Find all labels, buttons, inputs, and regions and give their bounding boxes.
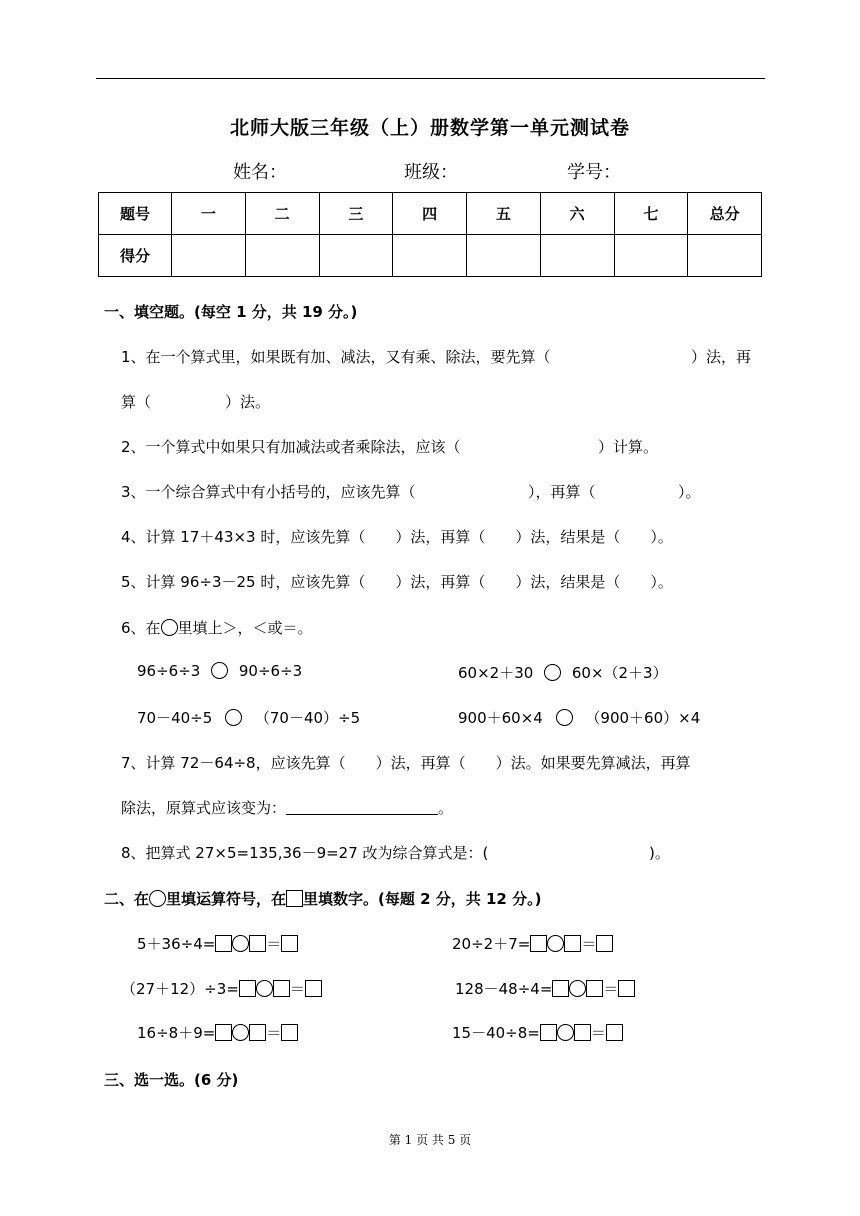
number-box[interactable] <box>249 1024 266 1041</box>
number-box[interactable] <box>564 935 581 952</box>
operator-circle[interactable] <box>557 1024 574 1041</box>
number-box[interactable] <box>273 980 290 997</box>
operator-circle[interactable] <box>256 980 273 997</box>
question-2-part-a: 2、一个算式中如果只有加减法或者乘除法，应该（ <box>121 438 461 456</box>
compare-item <box>458 662 668 683</box>
question-5: 5、计算 96÷3－25 时，应该先算（ ）法，再算（ ）法，结果是（ ）。 <box>121 573 673 591</box>
equation-item <box>452 933 613 954</box>
question-7-part-b <box>121 797 453 818</box>
compare-right: （900＋60）×4 <box>585 709 701 727</box>
compare-left: 70－40÷5 <box>137 709 213 727</box>
equation-prefix: 5＋36÷4= <box>137 935 216 953</box>
question-1-part-d: ）法。 <box>225 393 271 411</box>
header-rule <box>96 78 765 79</box>
score-input-cell[interactable] <box>614 235 688 277</box>
number-box[interactable] <box>281 1024 298 1041</box>
question-2-part-b: ）计算。 <box>598 438 659 456</box>
number-box[interactable] <box>530 935 547 952</box>
section2-heading-c: 里填数字。(每题 2 分，共 12 分。) <box>303 890 542 908</box>
name-label: 姓名： <box>233 162 287 183</box>
equals-sign: ＝ <box>289 980 305 998</box>
score-table-cell: 二 <box>245 193 319 235</box>
question-3-part-c: ）。 <box>678 483 701 501</box>
number-box[interactable] <box>540 1024 557 1041</box>
number-box[interactable] <box>552 980 569 997</box>
circle-icon <box>149 890 166 907</box>
operator-circle[interactable] <box>232 1024 249 1041</box>
number-box[interactable] <box>215 935 232 952</box>
equation-prefix: 15－40÷8= <box>452 1024 540 1042</box>
compare-circle-blank[interactable] <box>225 709 242 726</box>
score-table-cell: 五 <box>467 193 541 235</box>
compare-circle-blank[interactable] <box>556 709 573 726</box>
score-input-cell[interactable] <box>393 235 467 277</box>
equals-sign: ＝ <box>603 980 619 998</box>
question-7-end: 。 <box>438 799 454 817</box>
score-input-cell[interactable] <box>172 235 246 277</box>
section3-heading: 三、选一选。(6 分) <box>104 1071 239 1089</box>
page-title: 北师大版三年级（上）册数学第一单元测试卷 <box>229 117 630 139</box>
compare-right: 60×（2＋3） <box>571 664 668 682</box>
score-table-cell: 四 <box>393 193 467 235</box>
score-table <box>98 192 762 277</box>
score-table-cell: 题号 <box>99 193 172 235</box>
number-box[interactable] <box>618 980 635 997</box>
equation-prefix: （27＋12）÷3= <box>121 980 239 998</box>
score-input-cell[interactable] <box>319 235 393 277</box>
question-8-part-b: )。 <box>649 844 670 862</box>
equals-sign: ＝ <box>590 1024 606 1042</box>
equals-sign: ＝ <box>266 1024 282 1042</box>
score-input-cell[interactable] <box>245 235 319 277</box>
equation-item <box>452 1022 623 1043</box>
operator-circle[interactable] <box>569 980 586 997</box>
score-table-cell: 总分 <box>688 193 762 235</box>
answer-blank-line[interactable] <box>286 800 438 815</box>
equation-item <box>121 978 322 999</box>
question-6 <box>121 617 313 638</box>
equation-item <box>137 933 298 954</box>
number-box[interactable] <box>606 1024 623 1041</box>
score-table-cell: 三 <box>319 193 393 235</box>
section2-heading-b: 里填运算符号，在 <box>166 890 287 908</box>
score-table-cell: 六 <box>540 193 614 235</box>
number-box[interactable] <box>574 1024 591 1041</box>
number-box[interactable] <box>586 980 603 997</box>
question-3-part-b: ），再算（ <box>528 483 596 501</box>
compare-left: 900＋60×4 <box>458 709 543 727</box>
equals-sign: ＝ <box>266 935 282 953</box>
question-7-part-a: 7、计算 72－64÷8，应该先算（ ）法，再算（ ）法。如果要先算减法，再算 <box>121 754 691 772</box>
question-1-part-a: 1、在一个算式里，如果既有加、减法，又有乘、除法，要先算（ <box>121 348 551 366</box>
score-input-cell[interactable] <box>540 235 614 277</box>
equation-prefix: 128－48÷4= <box>455 980 553 998</box>
compare-left: 60×2＋30 <box>458 664 534 682</box>
circle-icon <box>161 619 178 636</box>
compare-item <box>137 707 360 728</box>
question-1-part-b: ）法，再 <box>691 348 752 366</box>
score-input-cell[interactable] <box>467 235 541 277</box>
number-box[interactable] <box>305 980 322 997</box>
number-box[interactable] <box>239 980 256 997</box>
compare-circle-blank[interactable] <box>211 662 228 679</box>
number-box[interactable] <box>596 935 613 952</box>
equation-item <box>137 1022 298 1043</box>
question-6-prefix: 6、在 <box>121 619 161 637</box>
section2-heading-a: 二、在 <box>104 890 150 908</box>
equals-sign: ＝ <box>581 935 597 953</box>
score-table-cell: 一 <box>172 193 246 235</box>
score-table-cell: 七 <box>614 193 688 235</box>
student-number-label: 学号： <box>567 162 621 183</box>
class-label: 班级： <box>404 162 458 183</box>
score-table-score-row <box>99 235 762 277</box>
question-3-part-a: 3、一个综合算式中有小括号的，应该先算（ <box>121 483 416 501</box>
score-table-header-row <box>99 193 762 235</box>
number-box[interactable] <box>281 935 298 952</box>
compare-item <box>137 662 302 680</box>
question-7-text: 除法，原算式应该变为： <box>121 799 287 817</box>
operator-circle[interactable] <box>232 935 249 952</box>
score-table-cell: 得分 <box>99 235 172 277</box>
compare-item <box>458 707 700 728</box>
question-4: 4、计算 17＋43×3 时，应该先算（ ）法，再算（ ）法，结果是（ ）。 <box>121 528 673 546</box>
number-box[interactable] <box>249 935 266 952</box>
section2-heading <box>104 888 541 909</box>
question-1-part-c: 算（ <box>121 393 152 411</box>
compare-circle-blank[interactable] <box>544 664 561 681</box>
compare-right: （70－40）÷5 <box>254 709 361 727</box>
score-input-cell[interactable] <box>688 235 762 277</box>
equation-prefix: 16÷8＋9= <box>137 1024 216 1042</box>
section1-heading: 一、填空题。(每空 1 分，共 19 分。) <box>104 303 358 321</box>
compare-right: 90÷6÷3 <box>238 662 303 680</box>
equation-item <box>455 978 635 999</box>
compare-left: 96÷6÷3 <box>137 662 201 680</box>
question-8-part-a: 8、把算式 27×5=135,36－9=27 改为综合算式是：( <box>121 844 489 862</box>
number-box[interactable] <box>215 1024 232 1041</box>
page-footer: 第 1 页 共 5 页 <box>388 1133 472 1147</box>
square-icon <box>286 890 303 907</box>
equation-prefix: 20÷2＋7= <box>452 935 531 953</box>
question-6-suffix: 里填上＞，＜或＝。 <box>177 619 313 637</box>
operator-circle[interactable] <box>547 935 564 952</box>
